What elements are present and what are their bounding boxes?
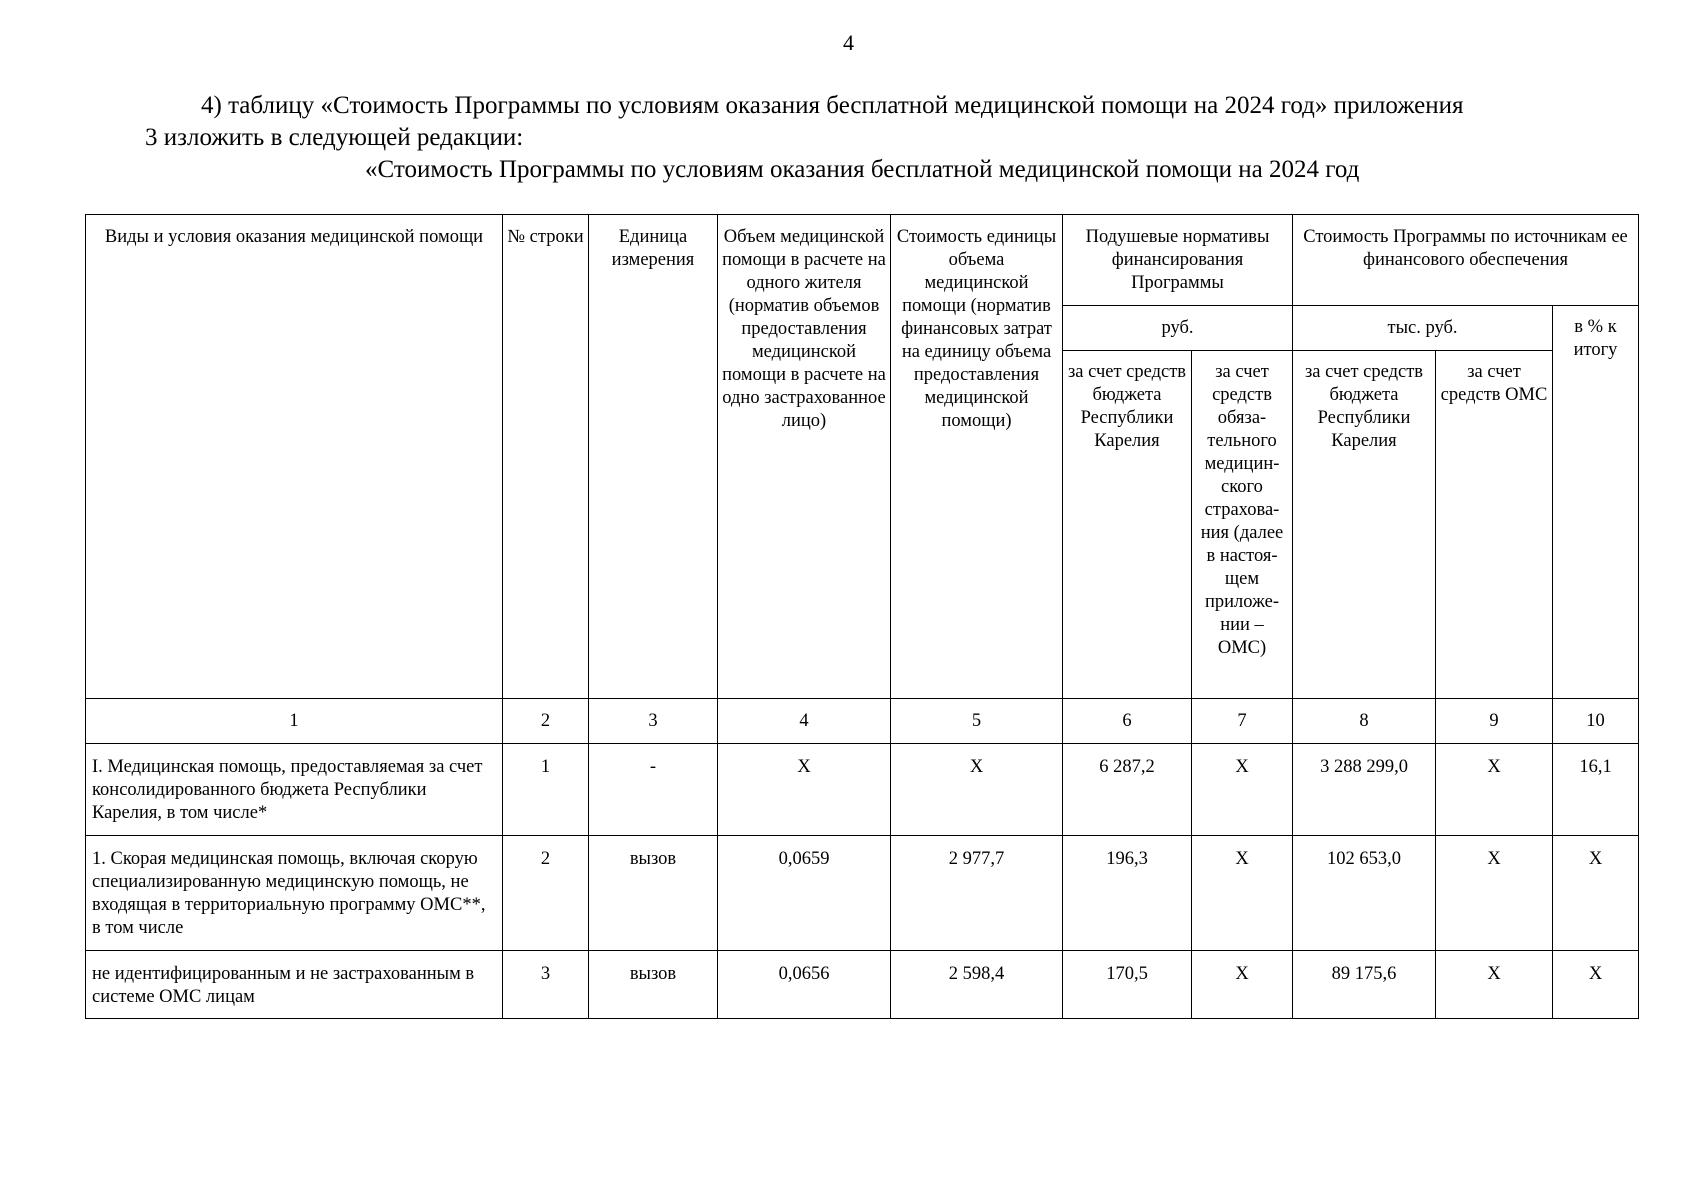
column-number: 5 — [891, 699, 1063, 744]
column-number: 1 — [86, 699, 503, 744]
header-cost-budget: за счет средств бюджета Республики Карелия — [1293, 351, 1436, 699]
row-cost-oms: Х — [1436, 836, 1553, 951]
header-program-cost: Стоимость Программы по источникам ее финансового обеспечения — [1293, 215, 1639, 306]
row-name: не идентифицированным и не застрахованным в системе ОМС лицам — [86, 951, 503, 1019]
row-per-capita-oms: Х — [1192, 951, 1293, 1019]
column-number: 9 — [1436, 699, 1553, 744]
row-number: 2 — [503, 836, 589, 951]
row-cost-budget: 89 175,6 — [1293, 951, 1436, 1019]
row-volume: Х — [718, 744, 891, 836]
column-number: 8 — [1293, 699, 1436, 744]
header-per-capita: Подушевые нормативы финансирования Программы — [1063, 215, 1293, 306]
table-row — [86, 836, 1639, 951]
row-per-capita-budget: 196,3 — [1063, 836, 1192, 951]
row-percent: 16,1 — [1553, 744, 1639, 836]
column-number: 2 — [503, 699, 589, 744]
header-percent: в % к итогу — [1553, 306, 1639, 699]
header-unit-cost: Стоимость единицы объема медицинской помощи (норматив финансовых затрат на единицу объема предоставления медицинской помощи) — [891, 215, 1063, 699]
column-number: 6 — [1063, 699, 1192, 744]
row-cost-budget: 3 288 299,0 — [1293, 744, 1436, 836]
row-per-capita-oms: Х — [1192, 744, 1293, 836]
header-cost-oms: за счет средств ОМС — [1436, 351, 1553, 699]
header-per-capita-budget: за счет средств бюджета Республики Карелия — [1063, 351, 1192, 699]
row-number: 1 — [503, 744, 589, 836]
header-rub: руб. — [1063, 306, 1293, 351]
row-unit-cost: 2 598,4 — [891, 951, 1063, 1019]
program-cost-table — [85, 214, 1639, 1019]
row-cost-oms: Х — [1436, 951, 1553, 1019]
row-cost-budget: 102 653,0 — [1293, 836, 1436, 951]
column-number: 3 — [589, 699, 718, 744]
column-number-row — [86, 699, 1639, 744]
row-unit-cost: Х — [891, 744, 1063, 836]
row-unit: - — [589, 744, 718, 836]
page-number: 4 — [843, 30, 854, 55]
row-volume: 0,0659 — [718, 836, 891, 951]
header-thous-rub: тыс. руб. — [1293, 306, 1553, 351]
header-row-no: № строки — [503, 215, 589, 699]
row-unit: вызов — [589, 836, 718, 951]
intro-paragraph — [145, 90, 1585, 154]
row-per-capita-oms: Х — [1192, 836, 1293, 951]
table-caption: «Стоимость Программы по условиям оказания бесплатной медицинской помощи на 2024 год — [365, 156, 1360, 183]
row-cost-oms: Х — [1436, 744, 1553, 836]
row-name: 1. Скорая медицинская помощь, включая скорую специализированную медицинскую помощь, не входящая в территориальную программу ОМС**, в том числе — [86, 836, 503, 951]
header-per-capita-oms: за счет средств обяза- тельного медицин- ского страхова- ния (далее в настоя- щем приложе- нии – ОМС) — [1192, 351, 1293, 699]
column-number: 10 — [1553, 699, 1639, 744]
header-unit: Единица измерения — [589, 215, 718, 699]
row-per-capita-budget: 170,5 — [1063, 951, 1192, 1019]
row-number: 3 — [503, 951, 589, 1019]
row-percent: Х — [1553, 951, 1639, 1019]
row-volume: 0,0656 — [718, 951, 891, 1019]
row-name: I. Медицинская помощь, предоставляемая за счет консолидированного бюджета Республики Карелия, в том числе* — [86, 744, 503, 836]
row-percent: Х — [1553, 836, 1639, 951]
table-row — [86, 744, 1639, 836]
table-row — [86, 951, 1639, 1019]
column-number: 4 — [718, 699, 891, 744]
row-per-capita-budget: 6 287,2 — [1063, 744, 1192, 836]
intro-line-1: 4) таблицу «Стоимость Программы по условиям оказания бесплатной медицинской помощи на 2024 год» приложения — [201, 92, 1464, 119]
row-unit: вызов — [589, 951, 718, 1019]
column-number: 7 — [1192, 699, 1293, 744]
row-unit-cost: 2 977,7 — [891, 836, 1063, 951]
intro-line-2: 3 изложить в следующей редакции: — [145, 124, 524, 151]
header-kinds: Виды и условия оказания медицинской помощи — [86, 215, 503, 699]
header-volume: Объем медицинской помощи в расчете на одного жителя (норматив объемов предоставления медицинской помощи в расчете на одно застрахованное лицо) — [718, 215, 891, 699]
